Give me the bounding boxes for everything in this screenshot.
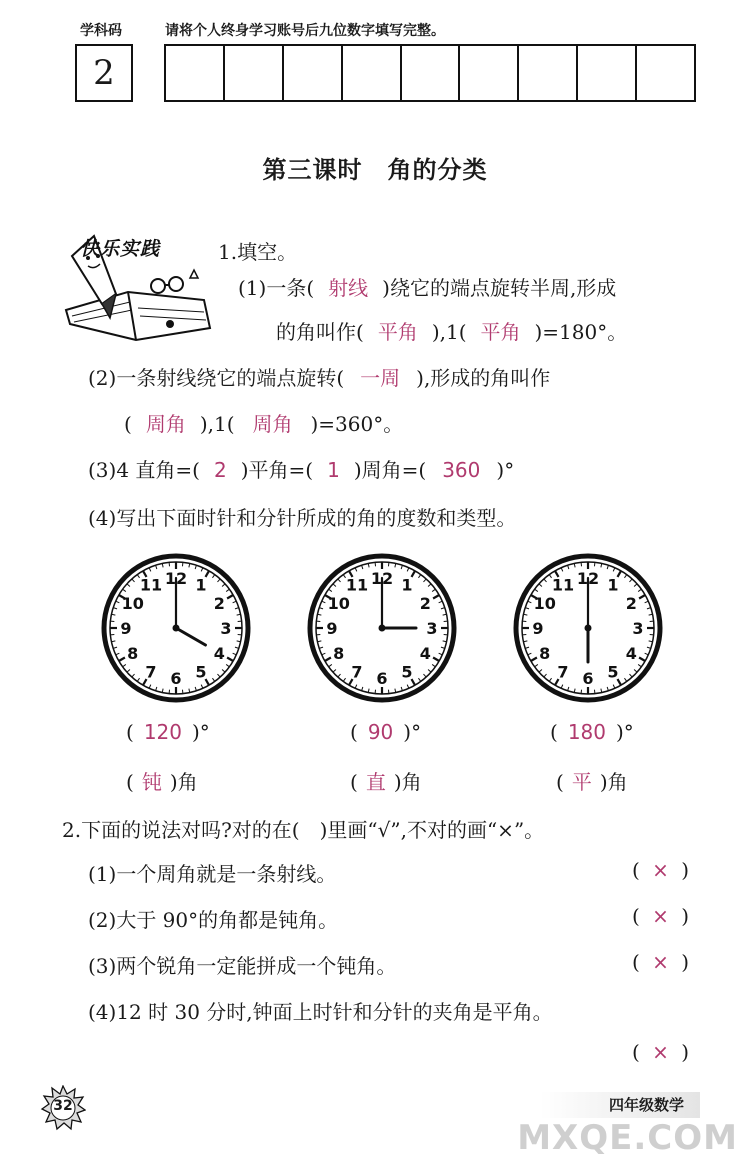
clock-numeral: 10 (327, 594, 350, 613)
clock-2-type: ( 直 )角 (350, 770, 422, 794)
clock-2 (306, 552, 458, 708)
q1-heading: 1.填空。 (218, 240, 298, 264)
account-instruction: 请将个人终身学习账号后九位数字填写完整。 (165, 23, 445, 39)
account-digit-cell[interactable] (343, 46, 402, 100)
q2-item-3-answer: ( × ) (632, 950, 690, 974)
q1-part2-line2: ( 周角 ),1( 周角 )=360°。 (124, 412, 404, 436)
answer: 平 (571, 770, 592, 794)
clock-numeral: 9 (326, 619, 338, 638)
subject-code-box: 2 (75, 44, 133, 102)
clock-numeral: 1 (195, 575, 207, 595)
account-digit-cell[interactable] (519, 46, 578, 100)
q2-item-1-answer: ( × ) (632, 858, 690, 882)
clock-numeral: 11 (139, 575, 163, 595)
clock-numeral: 6 (376, 669, 388, 688)
clock-1-degree: ( 120 )° (126, 720, 210, 744)
q1-part1-line1: (1)一条( 射线 )绕它的端点旋转半周,形成 (238, 276, 617, 300)
q2-item-1: (1)一个周角就是一条射线。 (88, 862, 337, 886)
clock-3-degree: ( 180 )° (550, 720, 634, 744)
clock-3 (512, 552, 664, 708)
clock-numeral: 7 (351, 662, 363, 682)
clock-numeral: 3 (632, 619, 644, 638)
clock-1 (100, 552, 252, 708)
clock-numeral: 8 (127, 644, 139, 663)
q1-part4: (4)写出下面时针和分针所成的角的度数和类型。 (88, 506, 517, 530)
clock-numeral: 7 (145, 662, 157, 682)
answer: 1 (327, 458, 340, 482)
clock-numeral: 2 (419, 594, 431, 613)
answer: 周角 (252, 412, 293, 436)
clock-numeral: 12 (576, 569, 600, 588)
clock-numeral: 3 (220, 619, 232, 638)
answer: 120 (143, 720, 182, 744)
clock-numeral: 6 (170, 669, 182, 688)
watermark: MXQE.COM (517, 1118, 738, 1158)
answer: 钝 (141, 770, 162, 794)
answer: 360 (442, 458, 481, 482)
answer: 平角 (480, 320, 521, 344)
q2-item-3: (3)两个锐角一定能拼成一个钝角。 (88, 954, 397, 978)
clock-numeral: 7 (557, 662, 569, 682)
clock-3-type: ( 平 )角 (556, 770, 628, 794)
clock-numeral: 5 (195, 662, 207, 682)
subject-code-label: 学科码 (80, 23, 122, 39)
answer: 90 (367, 720, 394, 744)
q1-part1-line2: 的角叫作( 平角 ),1( 平角 )=180°。 (276, 320, 628, 344)
answer: 2 (213, 458, 227, 482)
section-badge (58, 228, 220, 346)
clock-numeral: 10 (121, 594, 144, 613)
answer: 一周 (360, 366, 401, 390)
clock-numeral: 9 (120, 619, 132, 638)
account-digit-boxes (164, 44, 696, 102)
clock-center-pin (379, 625, 386, 632)
clock-numeral: 9 (532, 619, 544, 638)
clock-numeral: 12 (370, 569, 394, 588)
clock-face-icon (306, 552, 458, 704)
clock-numeral: 12 (164, 569, 188, 588)
clock-numeral: 1 (607, 575, 619, 595)
clock-numeral: 6 (582, 669, 594, 688)
clock-numeral: 4 (419, 644, 431, 663)
clock-center-pin (173, 625, 180, 632)
clock-face-icon (512, 552, 664, 704)
answer: 射线 (328, 276, 369, 300)
q2-heading: 2.下面的说法对吗?对的在( )里画“√”,不对的画“×”。 (62, 818, 545, 842)
answer: 180 (567, 720, 606, 744)
clock-numeral: 8 (333, 644, 345, 663)
clock-1-type: ( 钝 )角 (126, 770, 198, 794)
q2-item-4: (4)12 时 30 分时,钟面上时针和分针的夹角是平角。 (88, 1000, 553, 1024)
account-digit-cell[interactable] (166, 46, 225, 100)
clock-2-degree: ( 90 )° (350, 720, 422, 744)
answer: 平角 (377, 320, 418, 344)
clock-numeral: 11 (345, 575, 369, 595)
clock-numeral: 11 (551, 575, 575, 595)
q2-item-4-answer: ( × ) (632, 1040, 690, 1064)
answer-mark: × (652, 950, 669, 974)
clock-numeral: 3 (426, 619, 438, 638)
account-digit-cell[interactable] (225, 46, 284, 100)
q1-part3: (3)4 直角=( 2 )平角=( 1 )周角=( 360 )° (88, 458, 515, 482)
clock-numeral: 10 (533, 594, 556, 613)
clock-numeral: 4 (625, 644, 637, 663)
account-digit-cell[interactable] (460, 46, 519, 100)
q1-part2-line1: (2)一条射线绕它的端点旋转( 一周 ),形成的角叫作 (88, 366, 551, 390)
clock-face-icon (100, 552, 252, 704)
clock-numeral: 2 (625, 594, 637, 613)
clock-numeral: 5 (401, 662, 413, 682)
clock-center-pin (585, 625, 592, 632)
account-digit-cell[interactable] (402, 46, 461, 100)
clock-numeral: 4 (213, 644, 225, 663)
account-digit-cell[interactable] (578, 46, 637, 100)
q2-item-2-answer: ( × ) (632, 904, 690, 928)
clock-numeral: 8 (539, 644, 551, 663)
answer-mark: × (652, 904, 669, 928)
lesson-title: 第三课时 角的分类 (262, 156, 488, 184)
page-number: 32 (53, 1098, 73, 1114)
clock-numeral: 1 (401, 575, 413, 595)
account-digit-cell[interactable] (284, 46, 343, 100)
account-digit-cell[interactable] (637, 46, 694, 100)
answer-mark: × (652, 1040, 669, 1064)
answer: 直 (365, 770, 386, 794)
clock-numeral: 2 (213, 594, 225, 613)
grade-subject: 四年级数学 (608, 1096, 684, 1114)
section-badge-label: 快乐实践 (80, 238, 161, 260)
answer-mark: × (652, 858, 669, 882)
q2-item-2: (2)大于 90°的角都是钝角。 (88, 908, 339, 932)
answer: 周角 (145, 412, 186, 436)
page-number-badge (40, 1085, 86, 1131)
clock-numeral: 5 (607, 662, 619, 682)
